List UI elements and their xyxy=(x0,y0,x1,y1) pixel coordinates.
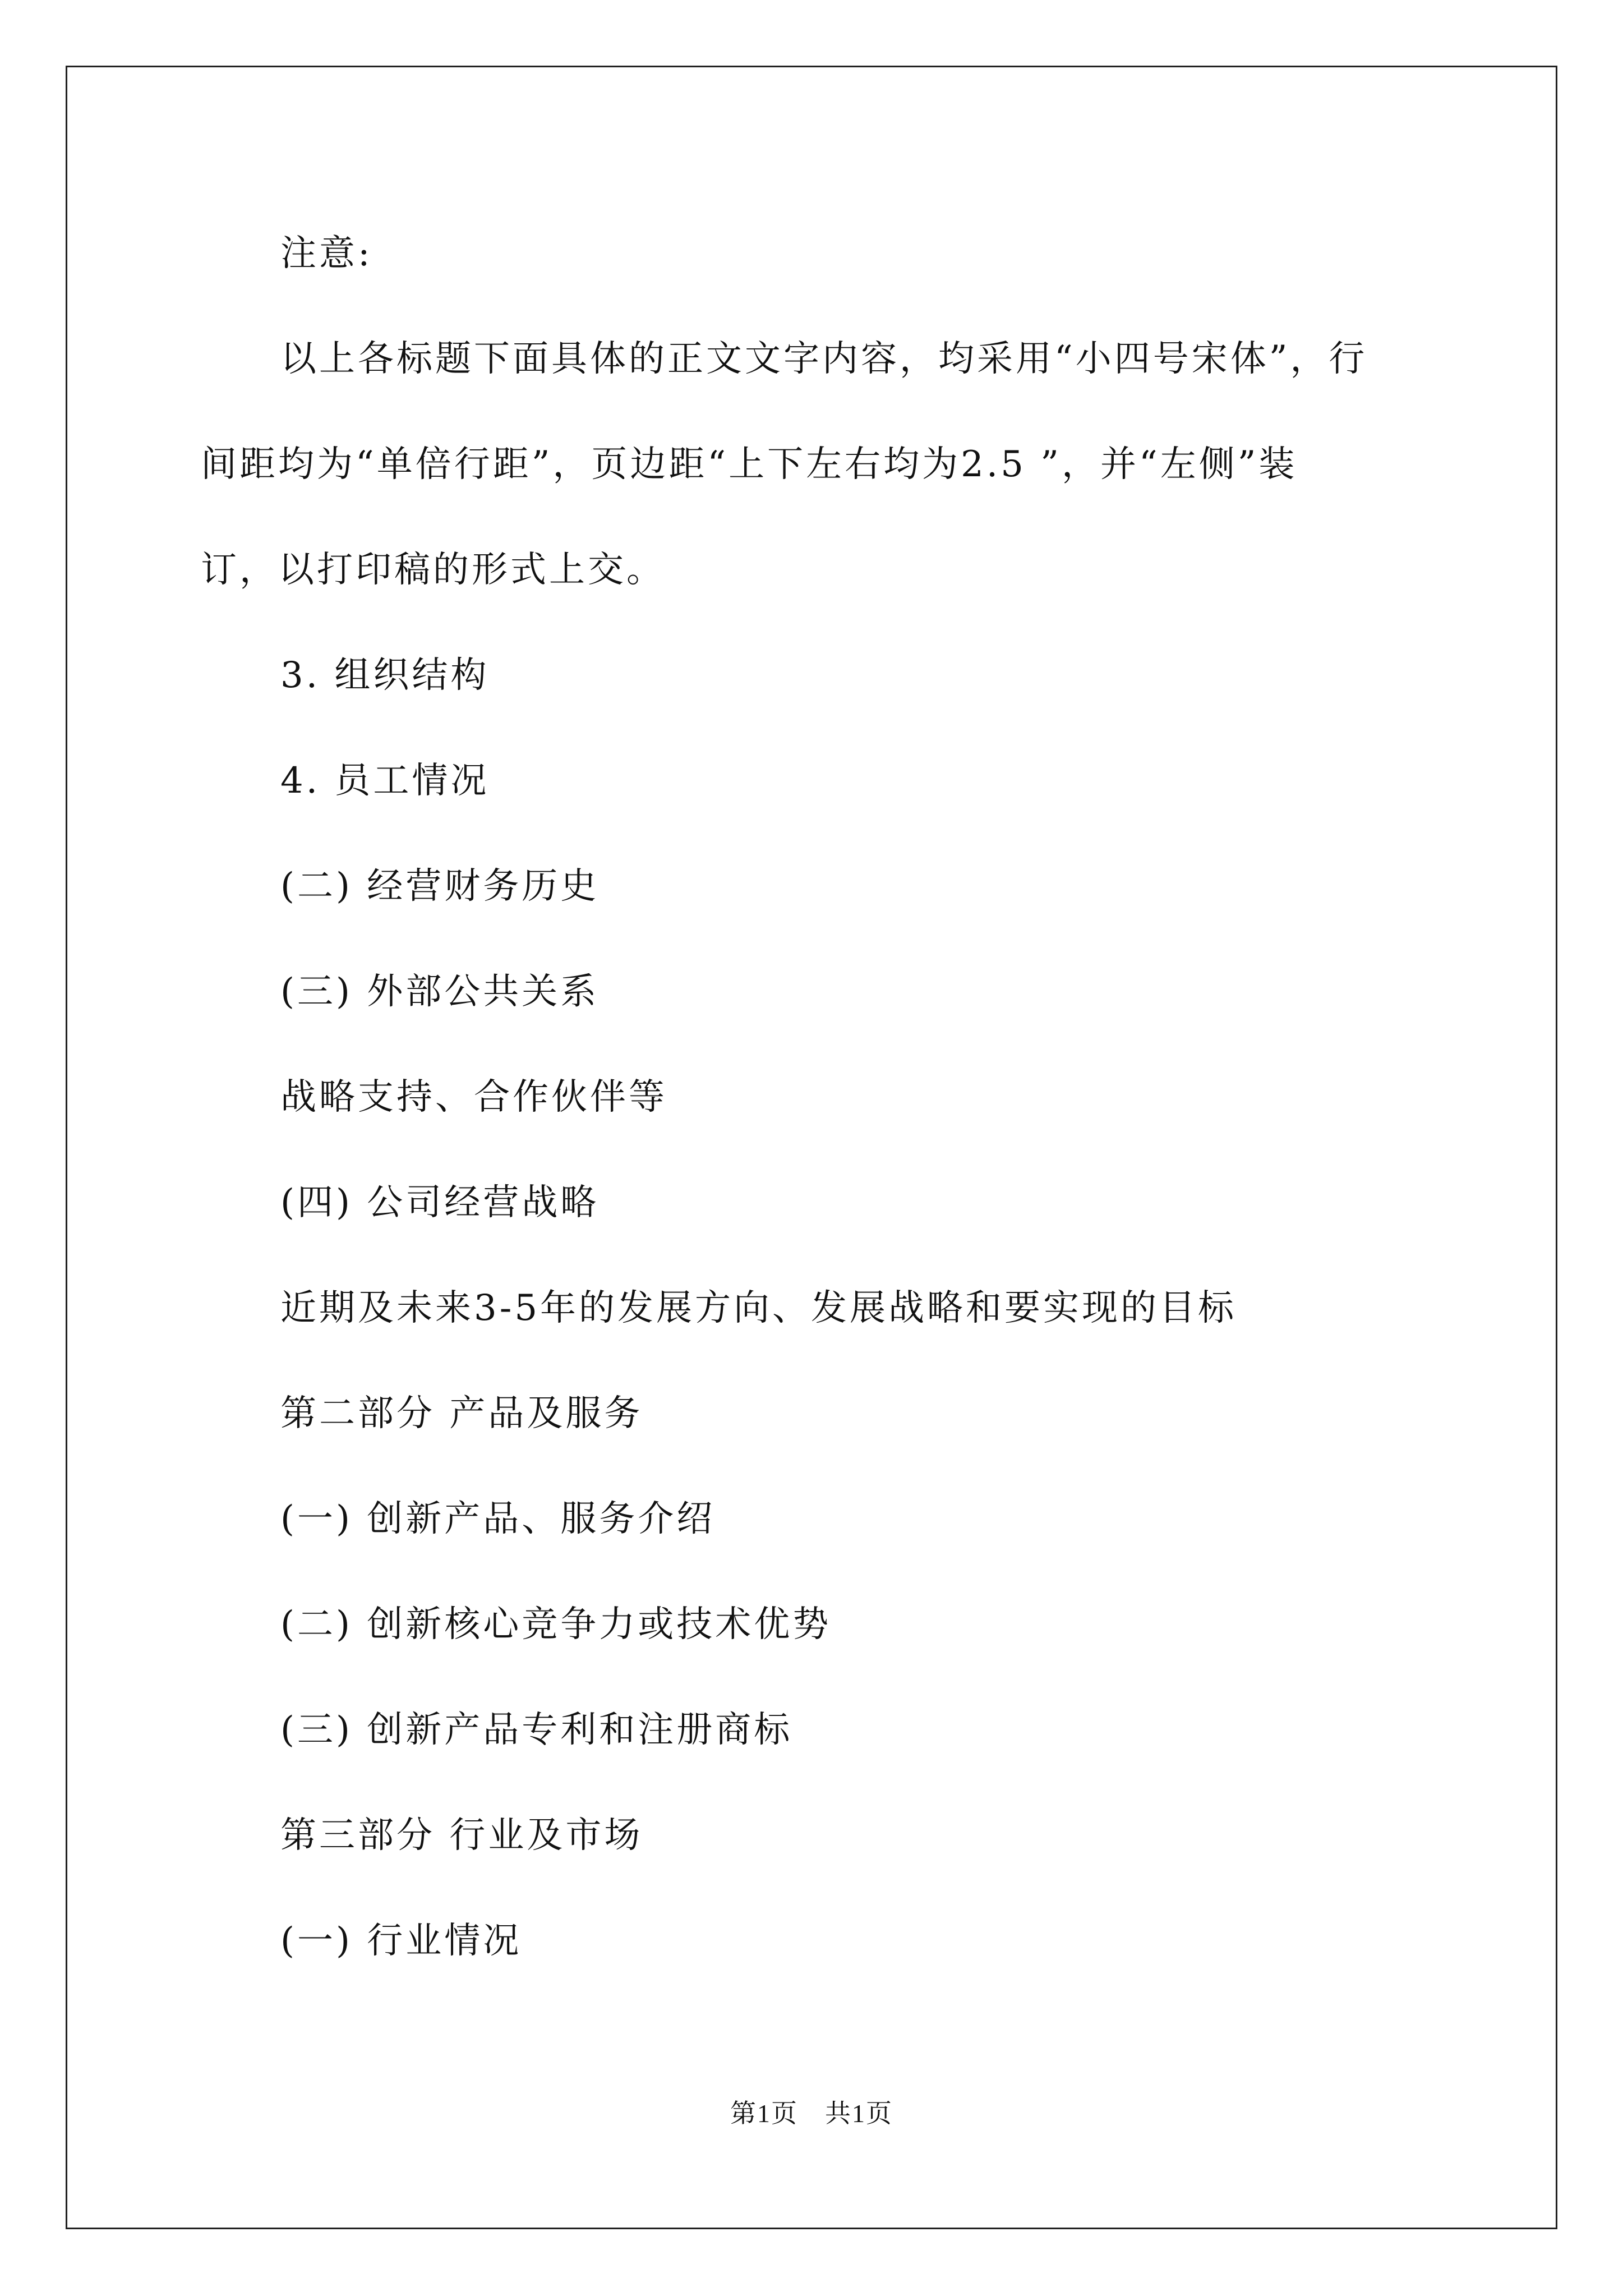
body-text: 近期及未来3-5年的发展方向、发展战略和要实现的目标 xyxy=(280,1287,1237,1329)
section-heading: (四) 公司经营战略 xyxy=(280,1182,600,1223)
page-number: 第1页 xyxy=(730,2099,798,2128)
page-footer xyxy=(0,2097,1623,2131)
section-heading: (二) 经营财务历史 xyxy=(280,866,600,907)
section-heading: (三) 创新产品专利和注册商标 xyxy=(280,1709,793,1751)
section-heading: 3. 组织结构 xyxy=(280,655,490,696)
section-heading: (一) 创新产品、服务介绍 xyxy=(280,1498,716,1540)
section-heading: (三) 外部公共关系 xyxy=(280,971,600,1013)
section-heading: 4. 员工情况 xyxy=(280,760,490,802)
note-heading: 注意: xyxy=(280,233,373,274)
section-heading: (一) 行业情况 xyxy=(280,1920,522,1962)
part-heading: 第三部分 行业及市场 xyxy=(280,1815,643,1856)
paragraph-line: 以上各标题下面具体的正文文字内容，均采用“小四号宋体”，行 xyxy=(280,338,1368,380)
section-heading: (二) 创新核心竞争力或技术优势 xyxy=(280,1604,832,1645)
page-border xyxy=(66,66,1557,2229)
body-text: 战略支持、合作伙伴等 xyxy=(280,1076,667,1118)
part-heading: 第二部分 产品及服务 xyxy=(280,1393,643,1434)
page-total: 共1页 xyxy=(825,2099,893,2128)
paragraph-line: 订，以打印稿的形式上交。 xyxy=(201,549,665,591)
paragraph-line: 间距均为“单倍行距”，页边距“上下左右均为2.5 ”，并“左侧”装 xyxy=(201,444,1298,485)
